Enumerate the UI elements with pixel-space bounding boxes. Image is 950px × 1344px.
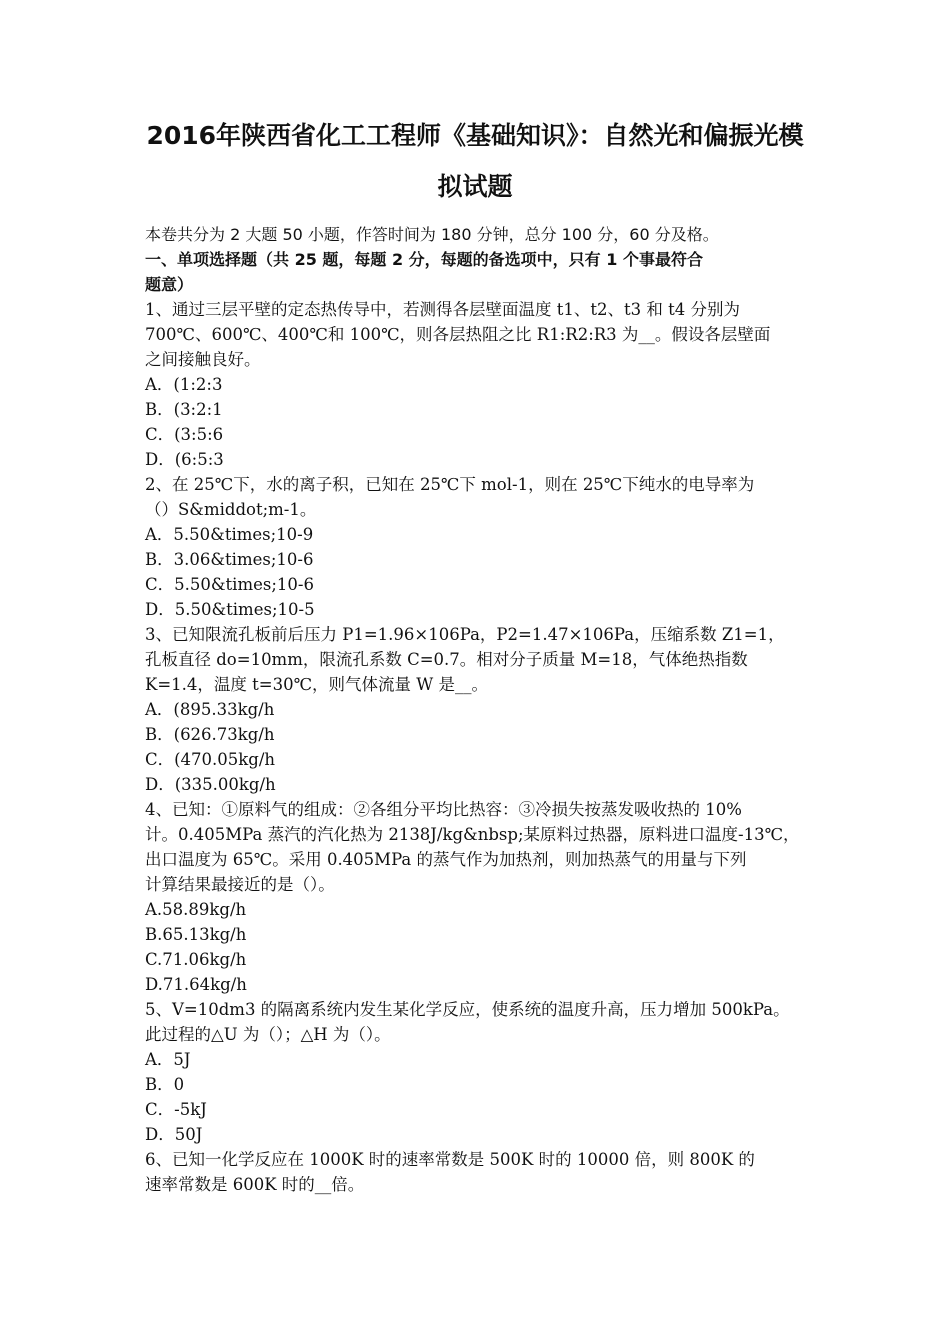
answer-option: C．(470.05kg/h <box>145 750 276 769</box>
answer-option: A．(895.33kg/h <box>145 700 275 719</box>
answer-option: C．-5kJ <box>145 1100 207 1119</box>
answer-option: D．50J <box>145 1125 203 1144</box>
section-heading-line-2: 题意） <box>145 275 194 294</box>
question-stem-line: 孔板直径 do=10mm，限流孔系数 C=0.7。相对分子质量 M=18，气体绝热指数 <box>145 650 748 669</box>
answer-option: D．(6:5:3 <box>145 450 224 469</box>
answer-option: A．(1:2:3 <box>145 375 223 394</box>
question-stem-line: K=1.4，温度 t=30℃，则气体流量 W 是__。 <box>145 675 488 694</box>
question-stem-line: 2、在 25℃下，水的离子积，已知在 25℃下 mol-1，则在 25℃下纯水的电导率为 <box>145 475 755 494</box>
answer-option: B．(3:2:1 <box>145 400 223 419</box>
answer-option: A.58.89kg/h <box>145 900 247 919</box>
question-block <box>145 472 820 622</box>
question-stem-line: 700℃、600℃、400℃和 100℃，则各层热阻之比 R1:R2:R3 为__。假设各层壁面 <box>145 325 771 344</box>
document-title-line-2: 拟试题 <box>437 172 513 201</box>
answer-option: B．0 <box>145 1075 185 1094</box>
question-stem-line: 此过程的△U 为（）；△H 为（）。 <box>145 1025 391 1044</box>
question-block <box>145 622 820 797</box>
question-stem-line: （）S&middot;m-1。 <box>145 500 317 519</box>
question-block <box>145 797 820 997</box>
answer-option: C.71.06kg/h <box>145 950 247 969</box>
answer-option: B.65.13kg/h <box>145 925 247 944</box>
question-stem-line: 之间接触良好。 <box>145 350 261 369</box>
question-stem-line: 1、通过三层平壁的定态热传导中，若测得各层壁面温度 t1、t2、t3 和 t4 分别为 <box>145 300 740 319</box>
question-stem-line: 5、V=10dm3 的隔离系统内发生某化学反应，使系统的温度升高，压力增加 500kPa。 <box>145 1000 790 1019</box>
answer-option: D．(335.00kg/h <box>145 775 276 794</box>
document-title-line-1: 2016年陕西省化工工程师《基础知识》：自然光和偏振光模 <box>146 121 804 150</box>
question-stem-line: 6、已知一化学反应在 1000K 时的速率常数是 500K 时的 10000 倍，则 800K 的 <box>145 1150 755 1169</box>
exam-summary: 本卷共分为 2 大题 50 小题，作答时间为 180 分钟，总分 100 分，60 分及格。 <box>145 225 719 244</box>
answer-option: A．5.50&times;10-9 <box>145 525 314 544</box>
question-stem-line: 计。0.405MPa 蒸汽的汽化热为 2138J/kg&nbsp;某原料过热器，原料进口温度-13℃， <box>145 825 800 844</box>
answer-option: B．(626.73kg/h <box>145 725 275 744</box>
answer-option: C．5.50&times;10-6 <box>145 575 314 594</box>
question-stem-line: 3、已知限流孔板前后压力 P1=1.96×106Pa，P2=1.47×106Pa，压缩系数 Z1=1， <box>145 625 785 644</box>
question-block <box>145 297 820 472</box>
question-block <box>145 997 820 1147</box>
answer-option: D.71.64kg/h <box>145 975 247 994</box>
answer-option: A．5J <box>145 1050 191 1069</box>
question-stem-line: 计算结果最接近的是（）。 <box>145 875 335 894</box>
question-block <box>145 1147 820 1197</box>
document-body <box>145 222 820 1197</box>
section-heading-line-1: 一、单项选择题（共 25 题，每题 2 分，每题的备选项中，只有 1 个事最符合 <box>145 250 703 269</box>
question-stem-line: 4、已知：①原料气的组成：②各组分平均比热容：③冷损失按蒸发吸收热的 10% <box>145 800 742 819</box>
question-list <box>145 297 820 1197</box>
question-stem-line: 速率常数是 600K 时的__倍。 <box>145 1175 365 1194</box>
answer-option: C．(3:5:6 <box>145 425 224 444</box>
answer-option: D．5.50&times;10-5 <box>145 600 315 619</box>
answer-option: B．3.06&times;10-6 <box>145 550 314 569</box>
question-stem-line: 出口温度为 65℃。采用 0.405MPa 的蒸气作为加热剂，则加热蒸气的用量与下列 <box>145 850 747 869</box>
